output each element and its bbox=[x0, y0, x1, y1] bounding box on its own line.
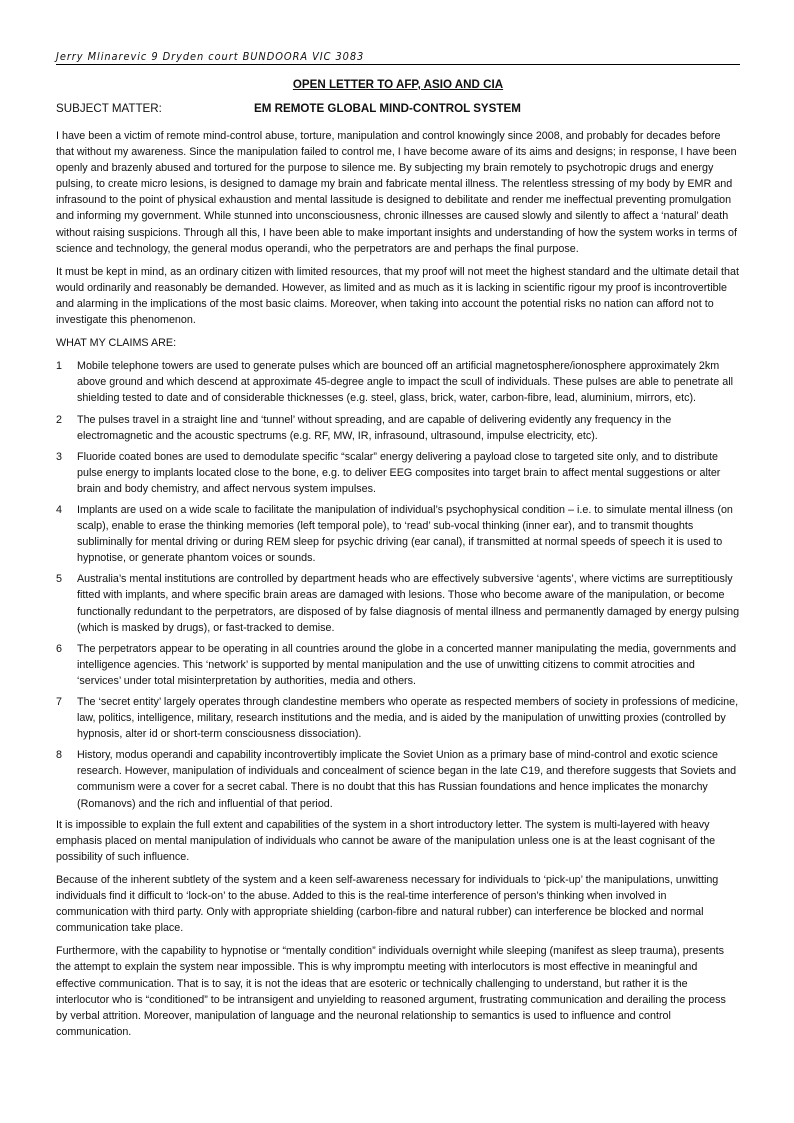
intro-paragraph: I have been a victim of remote mind-control abuse, torture, manipulation and control knowingly since 2008, and probably for decades before that without my awareness. Since the manipulation failed to control me, I have become aware of its aims and designs; in response, I have been openly and brazenly abused and tortured for the purpose to silence me. By subjecting my brain remotely to psychotropic drugs and energy pulsing, to create micro lesions, is designed to damage my brain and fabricate mental illness. The relentless stressing of my body by EMR and infrasound to the point of physical exhaustion and mental lassitude is designed to debilitate and render me ineffectual preventing promulgation and informing my government. While stunned into unconsciousness, chronic illnesses are caused slowly and silently to affect a ‘natural’ death without raising suspicions. Through all this, I have been able to make important insights and understanding of how the system works in terms of science and technology, the general modus operandi, who the perpetrators are and perhaps the final purpose. bbox=[56, 130, 737, 255]
claim-item bbox=[56, 412, 740, 444]
claim-number: 3 bbox=[56, 450, 62, 463]
claim-text: History, modus operandi and capability incontrovertibly implicate the Soviet Union as a primary base of mind-control and exotic science research. However, manipulation of individuals and concealment of science began in the late C19, and therefore suggests that Soviets and communism were a cover for a secret cabal. There is no doubt that this has Russian foundations and hence implicates the monarchy (Romanovs) and the rich and influential of that period. bbox=[77, 749, 737, 810]
claims-heading: WHAT MY CLAIMS ARE: bbox=[56, 337, 177, 350]
outro-paragraph: It is impossible to explain the full extent and capabilities of the system in a short introductory letter. The system is multi-layered with heavy emphasis placed on mental manipulation of individuals who cannot be aware of the manipulation unless one is at the least cognisant of the possibility of such influence. bbox=[56, 818, 716, 863]
letter-header-address: Jerry Mlinarevic 9 Dryden court BUNDOORA VIC 3083 bbox=[56, 51, 365, 63]
claim-item bbox=[56, 571, 740, 635]
claim-number: 6 bbox=[56, 642, 62, 655]
claim-number: 7 bbox=[56, 696, 62, 708]
claim-number: 5 bbox=[56, 573, 62, 586]
claim-item bbox=[56, 747, 740, 811]
claim-text: The pulses travel in a straight line and ‘tunnel’ without spreading, and are capable of delivering evidently any frequency in the electromagnetic and the acoustic spectrums (e.g. RF, MW, IR, infrasound, ultrasound, impulse electricity, etc). bbox=[77, 413, 672, 442]
claim-item bbox=[56, 641, 740, 689]
header-divider bbox=[56, 64, 740, 65]
claim-item bbox=[56, 502, 740, 566]
claim-number: 8 bbox=[56, 749, 62, 762]
claim-item bbox=[56, 358, 740, 406]
intro-paragraph: It must be kept in mind, as an ordinary citizen with limited resources, that my proof will not meet the highest standard and the ultimate detail that would ordinarily and reasonably be demanded. However, as limited and as much as it is lacking in scientific rigour my proof is incontrovertible and alarming in the implications of the most basic claims. Moreover, when taking into account the potential risks no nation can afford not to investigate this phenomenon. bbox=[56, 265, 739, 327]
claim-number: 4 bbox=[56, 503, 62, 516]
letter-body bbox=[56, 128, 740, 1047]
claim-text: Implants are used on a wide scale to facilitate the manipulation of individual’s psychophysical condition – i.e. to simulate mental illness (on scalp), enable to erase the thinking memories (left temporal pole), to ‘read’ sub-vocal thinking (inner ear), and to transmit thoughts subliminally for mental driving or during REM sleep for psychic driving (ear canal), if transmitted at normal speeds of speech it is used to hypnotise, or generate phantom voices or sounds. bbox=[77, 503, 733, 565]
subject-label: SUBJECT MATTER: bbox=[56, 102, 162, 115]
outro-paragraph: Furthermore, with the capability to hypnotise or “mentally condition” individuals overnight while sleeping (manifest as sleep trauma), presents the attempt to explain the system near impossible. This is why impromptu meeting with interlocutors is most effective in meaningful and effective communication. That is to say, it is not the ideas that are esoteric or technically challenging to understand, but rather it is the interlocutor who is “conditioned” to be intransigent and unyielding to reasoned argument, frustrating communication and derailing the process by verbal attrition. Moreover, manipulation of language and the neuronal relationship to semantics is used to influence and control communication. bbox=[56, 945, 726, 1038]
claim-text: Fluoride coated bones are used to demodulate specific “scalar” energy delivering a payload close to targeted site only, and to distribute pulse energy to implants located close to the bone, e.g. to deliver EEG composites into target brain to affect mental suggestions or alter brain and body chemistry, and affect nervous system impulses. bbox=[77, 450, 721, 495]
claim-text: The ‘secret entity’ largely operates through clandestine members who operate as respected members of society in professions of medicine, law, politics, intelligence, military, research institutions and the media, and is aided by the manipulation of unwitting proxies (controlled by hypnosis, alter id or short-term consciousness dissociation). bbox=[77, 696, 739, 741]
outro-paragraph: Because of the inherent subtlety of the system and a keen self-awareness necessary for individuals to ‘pick-up’ the manipulations, unwitting individuals find it difficult to ‘lock-on’ to the abuse. Added to this is the real-time interference of person’s thinking when involved in communication with third party. Only with appropriate shielding (carbon-fibre and natural rubber) can interference be blocked and normal communication take place. bbox=[56, 873, 719, 935]
claim-number: 1 bbox=[56, 360, 62, 373]
claim-text: Australia’s mental institutions are controlled by department heads who are effectively subversive ‘agents’, where victims are surreptitiously fitted with implants, and where specific brain areas are damaged with lesions. Those who become aware of the manipulation, or become functionally redundant to the perpetrators, are disposed of by false diagnosis of mental illness and permanently damaged by energy pulsing (which is masked by drugs), or fast-tracked to demise. bbox=[77, 573, 740, 634]
claim-item bbox=[56, 449, 740, 497]
claim-item bbox=[56, 694, 740, 742]
letter-title: OPEN LETTER TO AFP, ASIO AND CIA bbox=[292, 78, 504, 91]
claim-text: The perpetrators appear to be operating in all countries around the globe in a concerted manner manipulating the media, governments and intelligence agencies. This ‘network’ is supported by mental manipulation and the use of unwitting citizens to commit atrocities and ‘services’ under total misinterpretation by authorities, media and others. bbox=[77, 642, 737, 687]
claim-text: Mobile telephone towers are used to generate pulses which are bounced off an artificial magnetosphere/ionosphere approximately 2km above ground and which descend at approximate 45-degree angle to impact the scull of individuals. These pulses are able to penetrate all shielding tested to date and of considerable thicknesses (e.g. steel, glass, brick, water, carbon-fibre, lead, aluminium, mirrors, etc). bbox=[77, 360, 733, 405]
claims-list bbox=[56, 358, 740, 811]
claim-number: 2 bbox=[56, 413, 62, 426]
subject-value: EM REMOTE GLOBAL MIND-CONTROL SYSTEM bbox=[254, 102, 521, 115]
